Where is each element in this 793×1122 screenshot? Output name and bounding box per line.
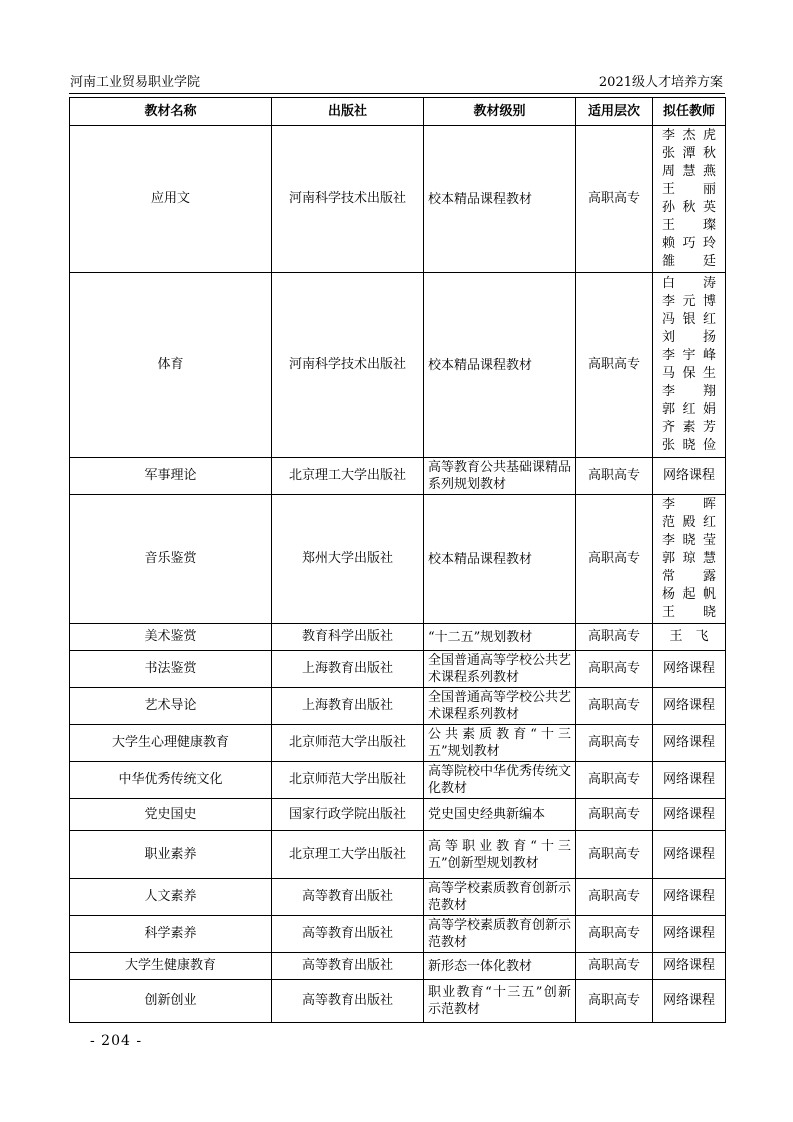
teacher-name: 网络课程	[662, 772, 715, 787]
cell-applicable-tier: 高职高专	[576, 688, 653, 725]
cell-publisher: 高等教育出版社	[272, 953, 424, 980]
cell-textbook-name: 大学生健康教育	[70, 953, 272, 980]
cell-textbook-name: 创新创业	[70, 980, 272, 1023]
table-row	[70, 725, 726, 762]
column-header-publisher: 出版社	[272, 98, 424, 126]
cell-teachers	[653, 624, 726, 651]
teacher-list	[655, 660, 723, 678]
cell-textbook-level: 校本精品课程教材	[424, 495, 576, 624]
table-row	[70, 495, 726, 624]
cell-applicable-tier: 高职高专	[576, 273, 653, 458]
cell-publisher: 国家行政学院出版社	[272, 799, 424, 831]
teacher-name: 李杰虎	[662, 128, 716, 143]
teacher-name: 孙秋英	[662, 200, 716, 215]
teacher-name: 郭琼慧	[662, 551, 716, 566]
teacher-list	[655, 992, 723, 1010]
cell-applicable-tier: 高职高专	[576, 953, 653, 980]
column-header-textbook-level: 教材级别	[424, 98, 576, 126]
cell-textbook-level: 校本精品课程教材	[424, 126, 576, 273]
teacher-name: 李元博	[662, 294, 716, 309]
teacher-name: 白 涛	[662, 276, 716, 291]
teacher-list	[655, 628, 723, 646]
teacher-list	[655, 771, 723, 789]
cell-applicable-tier: 高职高专	[576, 458, 653, 495]
teacher-list	[655, 806, 723, 824]
teacher-name: 网络课程	[662, 806, 715, 822]
teacher-list	[655, 888, 723, 906]
teacher-list	[655, 697, 723, 715]
cell-textbook-name: 书法鉴赏	[70, 651, 272, 688]
cell-publisher: 北京理工大学出版社	[272, 831, 424, 879]
cell-textbook-level: 高等学校素质教育创新示范教材	[424, 916, 576, 953]
cell-publisher: 教育科学出版社	[272, 624, 424, 651]
table-body	[70, 126, 726, 1023]
cell-publisher: 上海教育出版社	[272, 651, 424, 688]
table-row	[70, 980, 726, 1023]
cell-textbook-name: 美术鉴赏	[70, 624, 272, 651]
table-row	[70, 688, 726, 725]
cell-publisher: 高等教育出版社	[272, 879, 424, 916]
table-row	[70, 831, 726, 879]
cell-textbook-level: 全国普通高等学校公共艺术课程系列教材	[424, 651, 576, 688]
teacher-name: 网络课程	[662, 889, 715, 904]
cell-publisher: 北京师范大学出版社	[272, 725, 424, 762]
cell-teachers	[653, 651, 726, 688]
teacher-name: 张潭秋	[662, 146, 716, 161]
table-row	[70, 651, 726, 688]
cell-teachers	[653, 495, 726, 624]
cell-applicable-tier: 高职高专	[576, 916, 653, 953]
cell-textbook-name: 应用文	[70, 126, 272, 273]
teacher-list	[655, 957, 723, 975]
cell-applicable-tier: 高职高专	[576, 624, 653, 651]
teacher-list	[662, 275, 716, 455]
cell-textbook-level: 高等院校中华优秀传统文化教材	[424, 762, 576, 799]
table-row	[70, 953, 726, 980]
teacher-name: 王 丽	[662, 182, 716, 197]
teacher-name: 杨起帆	[662, 587, 716, 602]
column-header-applicable-tier: 适用层次	[576, 98, 653, 126]
cell-publisher: 北京师范大学出版社	[272, 762, 424, 799]
cell-textbook-name: 大学生心理健康教育	[70, 725, 272, 762]
teacher-name: 范殿红	[662, 515, 716, 530]
teacher-name: 网络课程	[662, 698, 715, 713]
teacher-name: 王 晓	[662, 605, 716, 620]
teacher-name: 张晓俭	[662, 438, 716, 453]
cell-publisher: 郑州大学出版社	[272, 495, 424, 624]
teacher-list	[662, 496, 716, 622]
cell-textbook-level: 高等学校素质教育创新示范教材	[424, 879, 576, 916]
teacher-name: 李 晖	[662, 497, 716, 512]
teacher-name: 赖巧玲	[662, 236, 716, 251]
table-row	[70, 916, 726, 953]
cell-textbook-level: 职业教育“十三五”创新示范教材	[424, 980, 576, 1023]
table-row	[70, 762, 726, 799]
cell-textbook-name: 音乐鉴赏	[70, 495, 272, 624]
cell-textbook-level: 高等职业教育“十三五”创新型规划教材	[424, 831, 576, 879]
table-row	[70, 273, 726, 458]
column-header-assigned-teachers: 拟任教师	[653, 98, 726, 126]
teacher-name: 网络课程	[662, 926, 715, 941]
cell-textbook-level: “十二五”规划教材	[424, 624, 576, 651]
cell-applicable-tier: 高职高专	[576, 980, 653, 1023]
teacher-name: 常 露	[662, 569, 716, 584]
cell-applicable-tier: 高职高专	[576, 725, 653, 762]
page-number: - 204 -	[90, 1033, 143, 1049]
teacher-list	[662, 127, 716, 271]
teacher-name: 李 翔	[662, 384, 716, 399]
cell-publisher: 河南科学技术出版社	[272, 126, 424, 273]
cell-textbook-level: 党史国史经典新编本	[424, 799, 576, 831]
teacher-name: 网络课程	[662, 958, 715, 973]
teacher-name: 冯银红	[662, 312, 716, 327]
teacher-name: 网络课程	[662, 468, 715, 483]
teacher-name: 马保生	[662, 366, 716, 381]
cell-applicable-tier: 高职高专	[576, 495, 653, 624]
teacher-name: 网络课程	[662, 846, 715, 862]
teacher-name: 刘 扬	[662, 330, 716, 345]
cell-teachers	[653, 980, 726, 1023]
cell-applicable-tier: 高职高专	[576, 799, 653, 831]
teacher-list	[655, 846, 723, 864]
cell-teachers	[653, 916, 726, 953]
cell-textbook-level: 全国普通高等学校公共艺术课程系列教材	[424, 688, 576, 725]
column-header-textbook-name: 教材名称	[70, 98, 272, 126]
cell-textbook-level: 公共素质教育“十三五”规划教材	[424, 725, 576, 762]
cell-textbook-name: 军事理论	[70, 458, 272, 495]
cell-textbook-name: 艺术导论	[70, 688, 272, 725]
teacher-name: 网络课程	[662, 661, 715, 676]
cell-teachers	[653, 688, 726, 725]
cell-textbook-level: 高等教育公共基础课精品系列规划教材	[424, 458, 576, 495]
header-plan-title: 2021级人才培养方案	[598, 75, 723, 90]
teacher-name: 网络课程	[662, 735, 715, 750]
cell-teachers	[653, 831, 726, 879]
teacher-name: 李宇峰	[662, 348, 716, 363]
teacher-list	[655, 925, 723, 943]
cell-textbook-name: 体育	[70, 273, 272, 458]
cell-teachers	[653, 273, 726, 458]
teacher-name: 王 飞	[669, 629, 709, 644]
cell-textbook-name: 科学素养	[70, 916, 272, 953]
cell-publisher: 上海教育出版社	[272, 688, 424, 725]
cell-teachers	[653, 126, 726, 273]
textbook-table	[69, 97, 726, 1023]
table-row	[70, 879, 726, 916]
table-row	[70, 624, 726, 651]
teacher-name: 齐素芳	[662, 420, 716, 435]
cell-textbook-name: 党史国史	[70, 799, 272, 831]
teacher-name: 郭红娟	[662, 402, 716, 417]
cell-textbook-name: 人文素养	[70, 879, 272, 916]
cell-publisher: 河南科学技术出版社	[272, 273, 424, 458]
teacher-name: 李晓莹	[662, 533, 716, 548]
teacher-list	[655, 734, 723, 752]
cell-teachers	[653, 725, 726, 762]
table-row	[70, 458, 726, 495]
table-header-row	[70, 98, 726, 126]
cell-teachers	[653, 762, 726, 799]
teacher-list	[655, 467, 723, 485]
cell-applicable-tier: 高职高专	[576, 651, 653, 688]
cell-teachers	[653, 458, 726, 495]
header-divider	[69, 93, 725, 94]
cell-publisher: 高等教育出版社	[272, 980, 424, 1023]
cell-textbook-level: 新形态一体化教材	[424, 953, 576, 980]
cell-publisher: 北京理工大学出版社	[272, 458, 424, 495]
cell-teachers	[653, 953, 726, 980]
cell-textbook-name: 中华优秀传统文化	[70, 762, 272, 799]
table-row	[70, 799, 726, 831]
cell-applicable-tier: 高职高专	[576, 831, 653, 879]
cell-applicable-tier: 高职高专	[576, 126, 653, 273]
cell-teachers	[653, 879, 726, 916]
table-row	[70, 126, 726, 273]
cell-applicable-tier: 高职高专	[576, 762, 653, 799]
cell-textbook-level: 校本精品课程教材	[424, 273, 576, 458]
teacher-name: 周慧燕	[662, 164, 716, 179]
header-institution: 河南工业贸易职业学院	[70, 75, 201, 90]
cell-applicable-tier: 高职高专	[576, 879, 653, 916]
cell-publisher: 高等教育出版社	[272, 916, 424, 953]
teacher-name: 王 璨	[662, 218, 716, 233]
teacher-name: 雒 廷	[662, 254, 716, 269]
cell-textbook-name: 职业素养	[70, 831, 272, 879]
teacher-name: 网络课程	[662, 993, 715, 1008]
cell-teachers	[653, 799, 726, 831]
